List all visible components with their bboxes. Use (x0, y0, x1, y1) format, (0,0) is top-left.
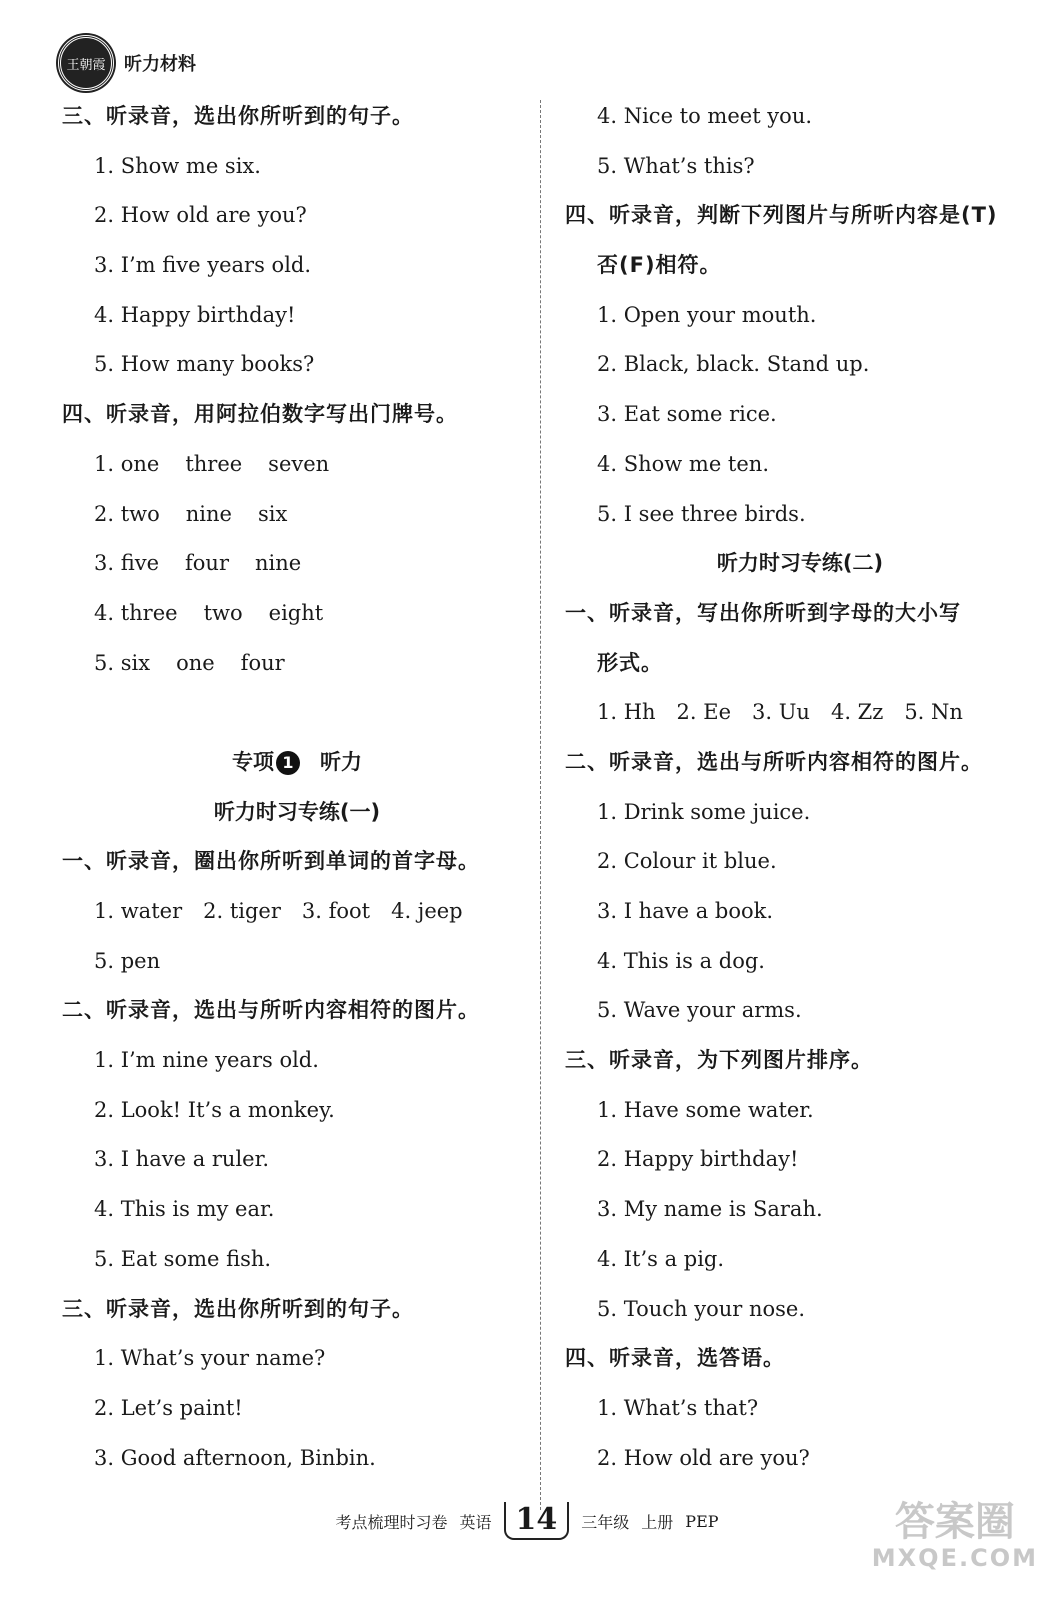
list-item: 3. Good afternoon, Binbin. (94, 1445, 376, 1470)
list-item (62, 639, 532, 689)
list-item: 1. Open your mouth. (597, 302, 817, 327)
list-item: 3. I’m five years old. (94, 253, 312, 278)
list-item: 4. It’s a pig. (597, 1246, 725, 1271)
list-item: 1. What’s that? (597, 1395, 759, 1420)
list-item: 5. How many books? (94, 352, 315, 377)
right-column (565, 92, 1035, 1483)
list-item (62, 490, 532, 540)
watermark-text: 答案圈 (894, 1499, 1015, 1545)
section-title: 四、听录音，用阿拉伯数字写出门牌号。 (62, 402, 458, 427)
site-watermark (872, 1500, 1038, 1572)
list-item (62, 440, 532, 490)
list-item: 2. Colour it blue. (597, 849, 777, 874)
topic-name: 听力 (320, 749, 362, 774)
list-item (62, 589, 532, 639)
section-title: 三、听录音，为下列图片排序。 (565, 1048, 873, 1073)
list-item: 2. How old are you? (597, 1445, 810, 1470)
word: 3. five (94, 551, 160, 576)
publisher-logo: 王朝霞 (58, 35, 114, 91)
word: 4. three (94, 600, 178, 625)
list-item: 1. What’s your name? (94, 1346, 326, 1371)
list-item: 3. Eat some rice. (597, 402, 777, 427)
practice-title: 听力时习专练(一) (213, 799, 381, 824)
word: three (185, 451, 243, 476)
list-item: 2. Let’s paint! (94, 1395, 243, 1420)
column-divider (540, 100, 541, 1510)
practice-title: 听力时习专练(二) (716, 551, 884, 576)
list-item (62, 539, 532, 589)
section-title: 一、听录音，圈出你所听到单词的首字母。 (62, 849, 480, 874)
footer-volume: 上册 (641, 1512, 674, 1532)
section-title: 三、听录音，选出你所听到的句子。 (62, 1296, 414, 1321)
list-item: 5. pen (94, 948, 161, 973)
word: four (240, 650, 285, 675)
list-item: 4. This is my ear. (94, 1197, 275, 1222)
list-item: 3. My name is Sarah. (597, 1197, 823, 1222)
footer-edition: PEP (685, 1511, 719, 1531)
list-item: 3. I have a ruler. (94, 1147, 270, 1172)
list-item: 4. Nice to meet you. (597, 104, 813, 128)
section-title: 二、听录音，选出与所听内容相符的图片。 (62, 998, 480, 1023)
footer-grade: 三年级 (581, 1512, 630, 1532)
section-title: 一、听录音，写出你所听到字母的大小写 (565, 600, 961, 625)
word: nine (255, 551, 302, 576)
list-item: 4. Happy birthday! (94, 302, 296, 327)
list-item: 5. Wave your arms. (597, 998, 802, 1023)
topic-prefix: 专项 (232, 749, 274, 774)
word: 1. one (94, 451, 160, 476)
list-item: 4. This is a dog. (597, 948, 765, 973)
section-title: 四、听录音，判断下列图片与所听内容是(T) (565, 203, 998, 228)
topic-number-badge: 1 (276, 751, 300, 775)
word: seven (268, 451, 330, 476)
page-header (58, 38, 196, 88)
list-item: 2. How old are you? (94, 203, 307, 228)
list-item: 4. Show me ten. (597, 451, 769, 476)
list-item: 5. What’s this? (597, 153, 755, 178)
word: six (257, 501, 288, 526)
list-item: 1. Drink some juice. (597, 799, 811, 824)
list-item: 1. water 2. tiger 3. foot 4. jeep (94, 899, 463, 923)
word: 2. two (94, 501, 160, 526)
word: 5. six (94, 650, 151, 675)
list-item: 1. Hh 2. Ee 3. Uu 4. Zz 5. Nn (597, 700, 963, 725)
left-column (62, 92, 532, 1483)
list-item: 5. I see three birds. (597, 501, 806, 526)
list-item: 5. Touch your nose. (597, 1296, 806, 1321)
section-title: 二、听录音，选出与所听内容相符的图片。 (565, 749, 983, 774)
word: nine (185, 501, 232, 526)
topic-heading (62, 738, 532, 788)
spacer (62, 688, 532, 738)
list-item: 2. Look! It’s a monkey. (94, 1097, 335, 1122)
list-item: 1. I’m nine years old. (94, 1048, 319, 1073)
list-item: 5. Eat some fish. (94, 1246, 272, 1271)
watermark-url: MXQE.COM (871, 1544, 1038, 1572)
list-item: 2. Happy birthday! (597, 1147, 799, 1172)
section-title-cont: 否(F)相符。 (597, 253, 722, 278)
page-number: 14 (504, 1502, 570, 1540)
list-item: 1. Have some water. (597, 1097, 814, 1122)
word: eight (268, 600, 324, 625)
header-title: 听力材料 (124, 54, 196, 75)
list-item: 1. Show me six. (94, 153, 261, 178)
word: four (185, 551, 229, 576)
list-item: 3. I have a book. (597, 899, 774, 923)
footer-subject: 英语 (459, 1512, 492, 1532)
footer-book: 考点梳理时习卷 (335, 1512, 448, 1532)
list-item: 2. Black, black. Stand up. (597, 352, 870, 377)
section-title-cont: 形式。 (597, 650, 663, 675)
section-title: 三、听录音，选出你所听到的句子。 (62, 104, 414, 128)
word: two (203, 600, 243, 625)
word: one (176, 650, 215, 675)
section-title: 四、听录音，选答语。 (565, 1346, 785, 1371)
